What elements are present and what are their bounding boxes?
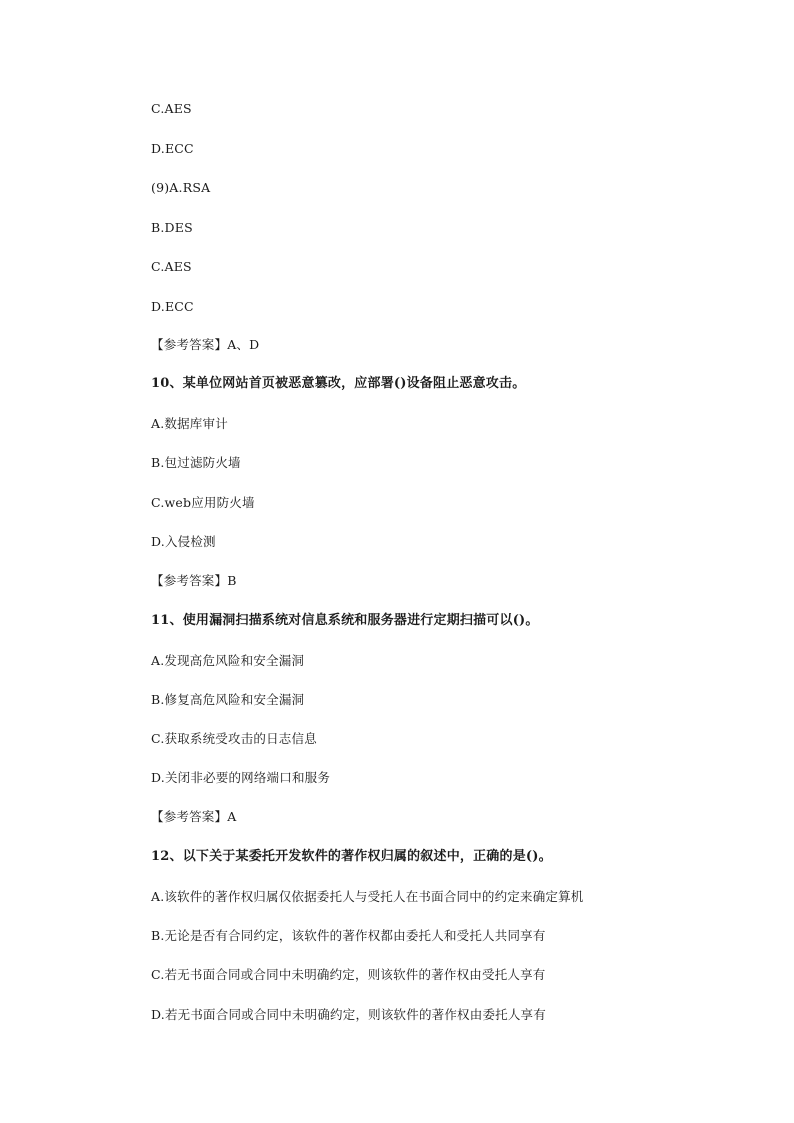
question-11-option-c: C.获取系统受攻击的日志信息 [151,731,317,746]
question-10-option-b: B.包过滤防火墙 [151,455,241,470]
option-d-ecc: D.ECC [151,141,194,156]
question-10-option-c: C.web应用防火墙 [151,495,255,510]
question-12-option-d: D.若无书面合同或合同中未明确约定，则该软件的著作权由委托人享有 [151,1007,546,1022]
question-10-option-a: A.数据库审计 [151,416,228,431]
question-10-option-d: D.入侵检测 [151,534,216,549]
answer-10: 【参考答案】B [151,573,237,588]
answer-11: 【参考答案】A [151,809,237,824]
question-9-option-a: (9)A.RSA [151,180,211,195]
question-12: 12、以下关于某委托开发软件的著作权归属的叙述中，正确的是()。 [151,849,552,864]
question-12-option-a: A.该软件的著作权归属仅依据委托人与受托人在书面合同中的约定来确定算机 [151,889,584,904]
answer-9: 【参考答案】A、D [151,337,260,352]
option-c-aes: C.AES [151,101,192,116]
question-11-option-a: A.发现高危风险和安全漏洞 [151,653,305,668]
question-10: 10、某单位网站首页被恶意篡改，应部署()设备阻止恶意攻击。 [151,376,526,391]
question-12-option-b: B.无论是否有合同约定，该软件的著作权都由委托人和受托人共同享有 [151,928,546,943]
question-11-option-d: D.关闭非必要的网络端口和服务 [151,770,331,785]
question-11: 11、使用漏洞扫描系统对信息系统和服务器进行定期扫描可以()。 [151,613,539,628]
question-11-option-b: B.修复高危风险和安全漏洞 [151,692,305,707]
option-b-des: B.DES [151,220,193,235]
question-12-option-c: C.若无书面合同或合同中未明确约定，则该软件的著作权由受托人享有 [151,967,546,982]
option-d-ecc-2: D.ECC [151,299,194,314]
option-c-aes-2: C.AES [151,259,192,274]
